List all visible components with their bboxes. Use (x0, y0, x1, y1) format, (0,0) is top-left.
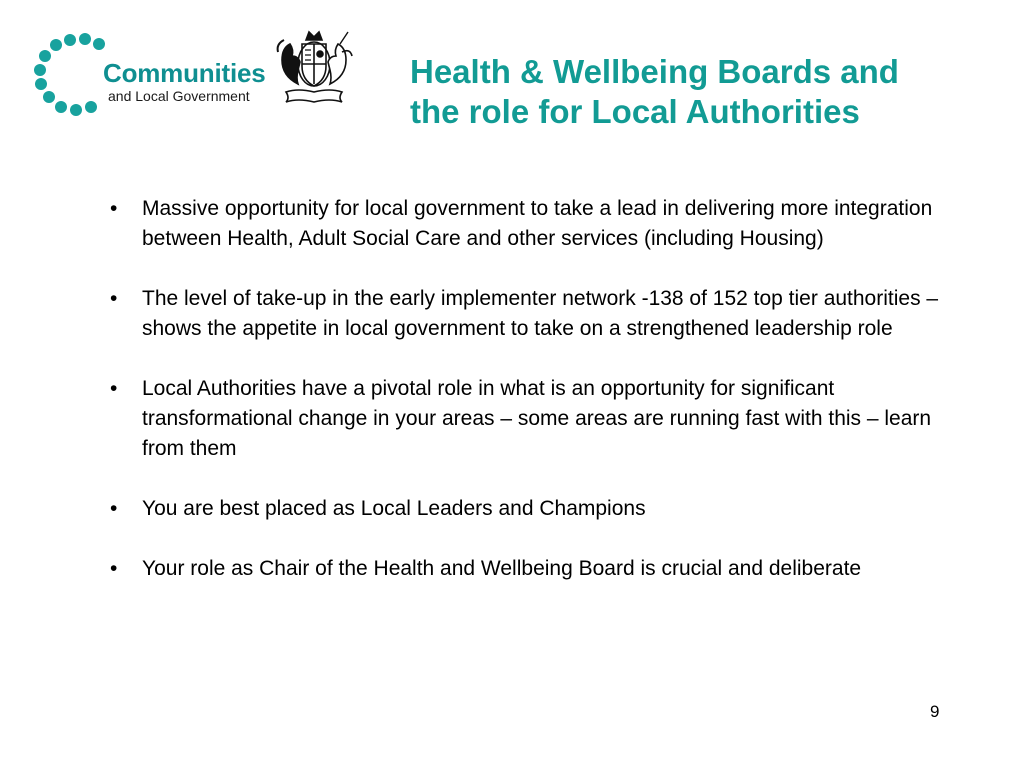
logo-dots-icon (30, 30, 110, 120)
bullet-marker: • (110, 377, 118, 400)
royal-coat-of-arms-icon (268, 26, 360, 106)
bullet-text: Massive opportunity for local government to take a lead in delivering more integration between Health, Adult Social Care and other services (including Housing) (142, 197, 933, 250)
bullet-list (110, 194, 950, 614)
page-number: 9 (930, 702, 940, 721)
title-line-1: Health & Wellbeing Boards and (410, 53, 899, 90)
bullet-text: Your role as Chair of the Health and Wellbeing Board is crucial and deliberate (142, 557, 862, 580)
slide-title (410, 52, 1010, 132)
bullet-marker: • (110, 497, 118, 520)
bullet-marker: • (110, 287, 118, 310)
bullet-item (110, 494, 950, 524)
bullet-item (110, 194, 950, 254)
bullet-text: You are best placed as Local Leaders and Champions (142, 497, 646, 520)
bullet-text: Local Authorities have a pivotal role in what is an opportunity for significant transformational change in your areas – some areas are running fast with this – learn from them (142, 377, 932, 460)
bullet-item (110, 374, 950, 464)
title-line-2: the role for Local Authorities (410, 93, 860, 130)
bullet-text: The level of take-up in the early implementer network -138 of 152 top tier authorities – shows the appetite in local government to take on a strengthened leadership role (142, 287, 939, 340)
bullet-marker: • (110, 197, 118, 220)
bullet-item (110, 284, 950, 344)
logo-subtitle: and Local Government (108, 88, 250, 104)
communities-logo (30, 30, 270, 120)
bullet-item (110, 554, 950, 584)
logo-wordmark: Communities (103, 58, 266, 88)
bullet-marker: • (110, 557, 118, 580)
